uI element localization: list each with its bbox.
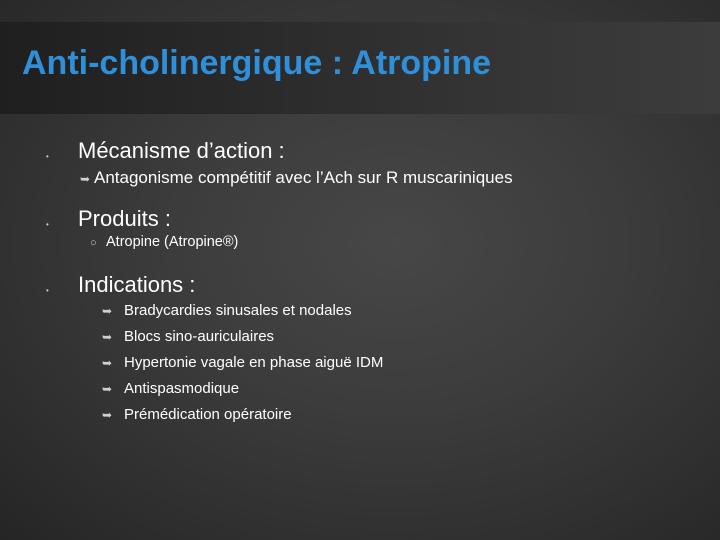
list-item-text: Antispasmodique	[124, 380, 240, 397]
list-item-text: Hypertonie vagale en phase aiguë IDM	[124, 354, 384, 371]
list-item	[102, 302, 352, 319]
circle-bullet-icon: ○	[90, 237, 97, 249]
list-item	[102, 354, 383, 371]
section-heading: Indications :	[78, 272, 196, 297]
arrow-bullet-icon: ➥	[102, 330, 113, 344]
list-item-text: Atropine (Atropine®)	[106, 234, 239, 250]
list-item	[102, 406, 292, 423]
list-item-text: Prémédication opératoire	[124, 406, 292, 423]
list-item-text: Bradycardies sinusales et nodales	[124, 302, 352, 319]
list-item	[90, 234, 238, 250]
section-heading: Produits :	[78, 206, 171, 231]
arrow-bullet-icon: ➥	[102, 382, 113, 396]
section-heading: Mécanisme d’action :	[78, 138, 285, 163]
list-item	[102, 328, 274, 345]
list-item	[80, 168, 513, 188]
slide-title: Anti-cholinergique : Atropine	[22, 44, 492, 82]
arrow-bullet-icon: ➥	[80, 172, 91, 186]
list-item	[102, 380, 239, 397]
arrow-bullet-icon: ➥	[102, 408, 113, 422]
dot-bullet-icon: •	[46, 286, 49, 295]
dot-bullet-icon: •	[46, 220, 49, 229]
list-item-text: Blocs sino-auriculaires	[124, 328, 275, 345]
arrow-bullet-icon: ➥	[102, 356, 113, 370]
list-item-text: Antagonisme compétitif avec l’Ach sur R muscariniques	[94, 168, 513, 187]
arrow-bullet-icon: ➥	[102, 304, 113, 318]
dot-bullet-icon: •	[46, 152, 49, 161]
